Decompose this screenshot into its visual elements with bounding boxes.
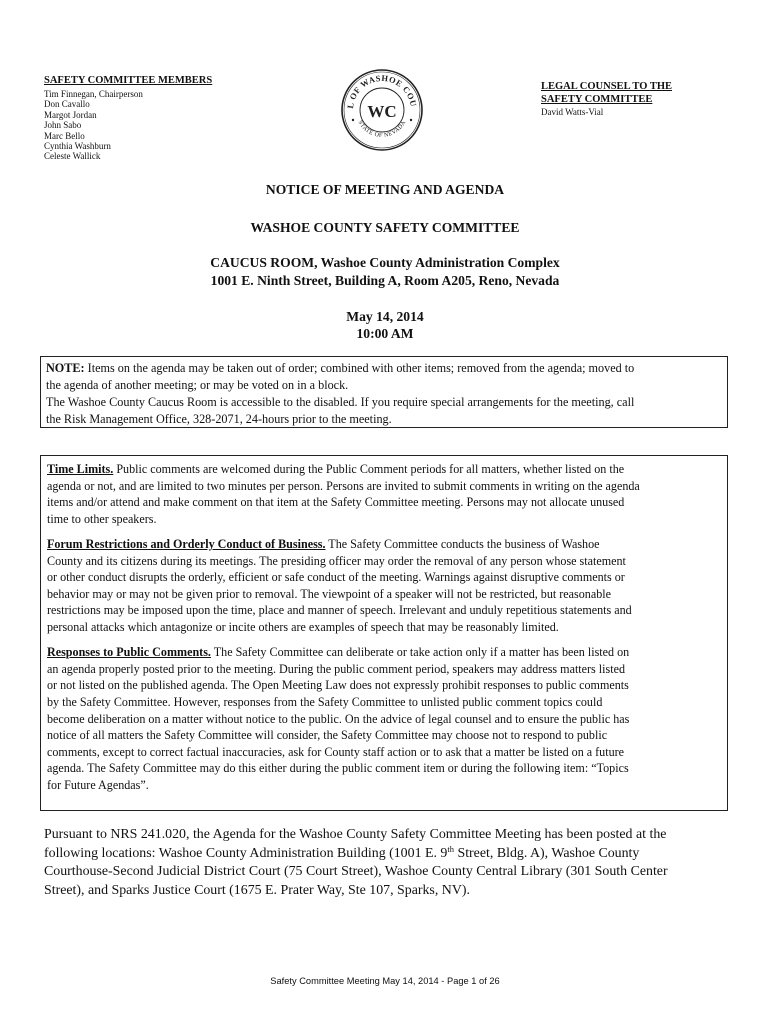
rule-line: become deliberation on a matter without notice to the public. On the advice of legal counsel and to ensure the public has bbox=[47, 711, 630, 726]
rule-line: or not listed on the published agenda. The Open Meeting Law does not expressly prohibit responses to public comments bbox=[47, 678, 629, 693]
page-footer: Safety Committee Meeting May 14, 2014 - Page 1 of 26 bbox=[270, 976, 500, 986]
public-comment-rules-box bbox=[40, 455, 728, 811]
rule-line: notice of all matters the Safety Committee will consider, the Safety Committee may choose not to respond to public bbox=[47, 728, 608, 743]
ordinal-suffix: th bbox=[447, 843, 454, 854]
rule-forum-restrictions bbox=[47, 536, 722, 636]
rule-line: restrictions may be imposed upon the time, place and manner of speech. Irrelevant and unduly repetitious statements and bbox=[47, 603, 632, 618]
committee-title: WASHOE COUNTY SAFETY COMMITTEE bbox=[250, 220, 520, 235]
rule-responses bbox=[47, 644, 722, 793]
rule-line: County and its citizens during its meetings. The presiding officer may order the removal of any person whose statement bbox=[47, 553, 626, 568]
note-line bbox=[46, 360, 722, 377]
rule-line: agenda. The Safety Committee may do this either during the public comment item or during the following item: “Topics bbox=[47, 761, 629, 776]
rule-line: or other conduct disrupts the orderly, efficient or safe conduct of the meeting. Warnings against disruptive comments or bbox=[47, 570, 625, 585]
rule-line: by the Safety Committee. However, responses from the Safety Committee to unlisted public comment topics could bbox=[47, 694, 603, 709]
rule-line: an agenda properly posted prior to the meeting. During the public comment period, speakers may address matters listed bbox=[47, 661, 625, 676]
committee-members-block bbox=[44, 75, 304, 162]
rule-title: Responses to Public Comments. bbox=[47, 645, 211, 660]
seal-top-text: L OF WASHOE COU bbox=[345, 73, 418, 110]
note-line: The Washoe County Caucus Room is accessible to the disabled. If you require special arrangements for the meeting, call bbox=[46, 395, 635, 409]
rule-line: comments, except to correct factual inaccuracies, ask for County staff action or to ask that a matter be listed on a future bbox=[47, 744, 625, 759]
rule-line: for Future Agendas”. bbox=[47, 777, 149, 792]
counsel-name: David Watts-Vial bbox=[541, 107, 604, 117]
meeting-time: 10:00 AM bbox=[356, 326, 414, 341]
location-line1: CAUCUS ROOM, Washoe County Administration Complex bbox=[210, 255, 560, 270]
washoe-county-seal-icon bbox=[340, 68, 424, 152]
note-label: NOTE: bbox=[46, 361, 85, 375]
member-name: Marc Bello bbox=[44, 130, 85, 141]
rule-line: items and/or attend and make comment on that item at the Safety Committee meeting. Persons may not allocate unused bbox=[47, 495, 625, 510]
pursuant-line: Pursuant to NRS 241.020, the Agenda for the Washoe County Safety Committee Meeting has been posted at the bbox=[44, 827, 667, 842]
note-line: the agenda of another meeting; or may be voted on in a block. bbox=[46, 378, 349, 392]
member-name: Celeste Wallick bbox=[44, 151, 101, 162]
rule-title: Forum Restrictions and Orderly Conduct of Business. bbox=[47, 536, 326, 551]
meeting-date: May 14, 2014 bbox=[346, 309, 424, 324]
posting-locations-paragraph bbox=[44, 826, 734, 900]
member-name: John Sabo bbox=[44, 120, 82, 131]
members-heading: SAFETY COMMITTEE MEMBERS bbox=[44, 75, 213, 86]
seal-bottom-text: STATE OF NEVADA bbox=[356, 119, 408, 139]
note-text: Items on the agenda may be taken out of order; combined with other items; removed from the agenda; moved to bbox=[84, 361, 635, 375]
counsel-heading-line1: LEGAL COUNSEL TO THE bbox=[541, 81, 673, 92]
notice-title: NOTICE OF MEETING AND AGENDA bbox=[265, 182, 505, 197]
seal-graphic bbox=[340, 68, 424, 152]
pursuant-line: following locations: Washoe County Administration Building (1001 E. 9th Street, Bldg. A), Washoe County bbox=[44, 843, 640, 861]
rule-line: Time Limits. Public comments are welcomed during the Public Comment periods for all matters, whether listed on the bbox=[47, 462, 625, 476]
member-name: Tim Finnegan, Chairperson bbox=[44, 89, 143, 99]
member-name: Margot Jordan bbox=[44, 109, 97, 120]
rule-line: behavior may or may not be given prior to removal. The viewpoint of a speaker will not be restricted, but reasonable bbox=[47, 586, 611, 601]
pursuant-line: Street), and Sparks Justice Court (1675 E. Prater Way, Ste 107, Sparks, NV). bbox=[44, 882, 470, 898]
rule-title: Time Limits. bbox=[47, 462, 114, 476]
legal-counsel-block bbox=[541, 80, 741, 118]
rule-time-limits bbox=[47, 461, 722, 527]
member-name: Don Cavallo bbox=[44, 99, 90, 110]
member-name: Cynthia Washburn bbox=[44, 141, 111, 152]
rule-line: agenda or not, and are limited to two minutes per person. Persons are invited to submit comments in writing on the agenda bbox=[47, 478, 640, 493]
rule-line: time to other speakers. bbox=[47, 511, 157, 526]
seal-monogram: WC bbox=[367, 102, 397, 121]
pursuant-line: Courthouse-Second Judicial District Court (75 Court Street), Washoe County Central Library (301 South Center bbox=[44, 864, 668, 880]
location-line2: 1001 E. Ninth Street, Building A, Room A205, Reno, Nevada bbox=[210, 273, 560, 288]
counsel-heading-line2: SAFETY COMMITTEE bbox=[541, 94, 653, 105]
rule-line: Responses to Public Comments. The Safety Committee can deliberate or take action only if a matter has been listed on bbox=[47, 645, 630, 660]
rule-line: personal attacks which antagonize or incite others are examples of speech that may be reasonably limited. bbox=[47, 619, 559, 634]
note-line: the Risk Management Office, 328-2071, 24-hours prior to the meeting. bbox=[46, 412, 392, 426]
note-box bbox=[40, 356, 728, 428]
rule-line: Forum Restrictions and Orderly Conduct of Business. The Safety Committee conducts the business of Washoe bbox=[47, 536, 600, 551]
